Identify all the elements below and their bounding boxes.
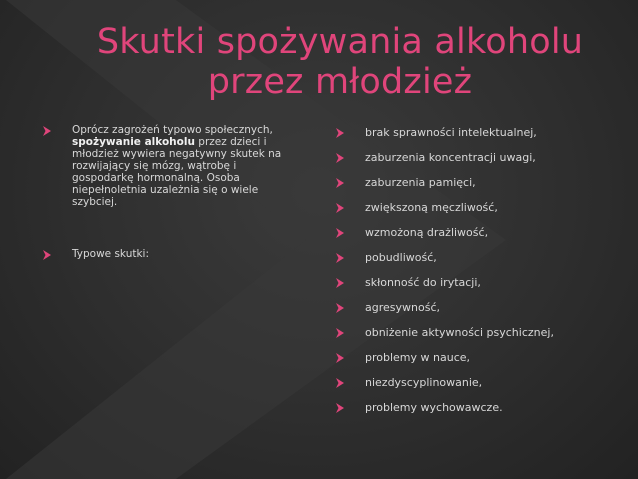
list-item-text: wzmożoną drażliwość, [365,226,489,239]
bullet-arrow-icon [335,227,345,239]
list-item [335,176,625,201]
list-item-text: agresywność, [365,301,440,314]
bullet-arrow-icon [42,125,52,137]
paragraph-bold-text: spożywanie alkoholu [72,136,195,148]
bullet-arrow-icon [335,402,345,414]
paragraph-text-part2: przez dzieci i młodzież wywiera negatywny skutek na rozwijający się mózg, wątrobę i gospodarkę hormonalną. Osoba niepełnoletnia uzależnia się o wiele szybciej. [72,136,282,208]
bullet-arrow-icon [335,302,345,314]
list-item-text: zaburzenia pamięci, [365,176,476,189]
list-item-text: problemy w nauce, [365,351,471,364]
effects-label: Typowe skutki: [72,248,150,260]
left-column [42,124,290,260]
list-item-text: pobudliwość, [365,251,437,264]
bullet-arrow-icon [335,202,345,214]
bullet-arrow-icon [335,127,345,139]
list-item [335,126,625,151]
list-item [335,401,625,426]
list-item-text: obniżenie aktywności psychicznej, [365,326,554,339]
title-line-1: Skutki spożywania alkoholu [96,22,584,62]
paragraph-text-part1: Oprócz zagrożeń typowo społecznych, [72,124,273,136]
list-item [335,326,625,351]
list-item [335,226,625,251]
list-item-text: problemy wychowawcze. [365,401,503,414]
list-item-text: niezdyscyplinowanie, [365,376,483,389]
title-line-2: przez młodzież [207,62,473,102]
list-item-text: skłonność do irytacji, [365,276,481,289]
list-item [335,376,625,401]
effects-label-item [42,248,290,260]
bullet-arrow-icon [335,177,345,189]
bullet-arrow-icon [42,249,52,261]
bullet-arrow-icon [335,352,345,364]
list-item-text: zwiększoną męczliwość, [365,201,498,214]
list-item-text: zaburzenia koncentracji uwagi, [365,151,536,164]
list-item [335,276,625,301]
bullet-arrow-icon [335,152,345,164]
bullet-arrow-icon [335,252,345,264]
list-item [335,151,625,176]
list-item [335,201,625,226]
bullet-arrow-icon [335,327,345,339]
bullet-arrow-icon [335,377,345,389]
bullet-arrow-icon [335,277,345,289]
intro-paragraph [42,124,290,208]
list-item [335,301,625,326]
right-column [335,126,625,426]
list-item [335,251,625,276]
list-item [335,351,625,376]
page-title [60,22,620,102]
list-item-text: brak sprawności intelektualnej, [365,126,537,139]
